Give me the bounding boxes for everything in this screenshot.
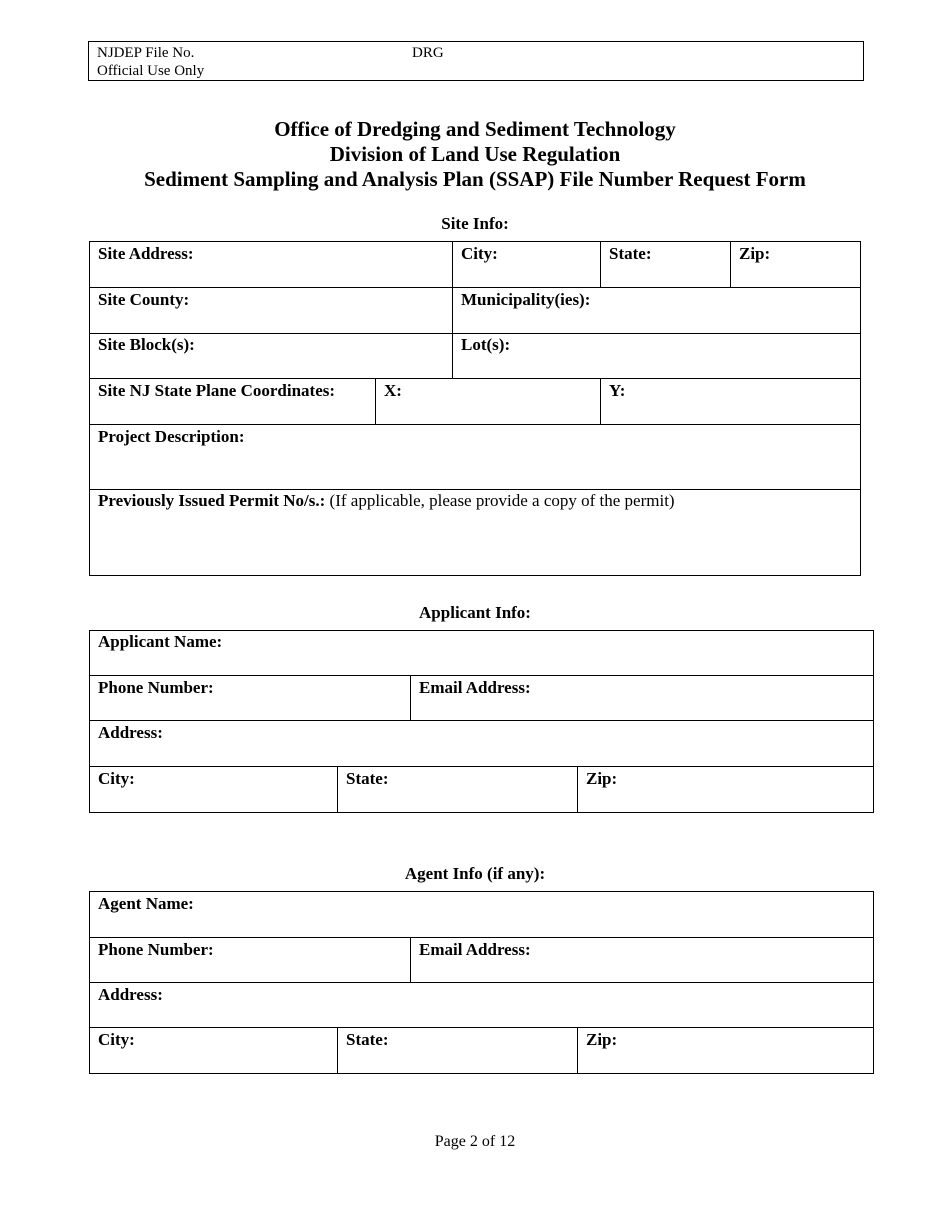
site-city-field[interactable]: City: — [461, 244, 498, 263]
site-zip-field[interactable]: Zip: — [739, 244, 771, 263]
applicant-address-field[interactable]: Address: — [98, 723, 163, 742]
x-coordinate-field[interactable]: X: — [384, 381, 402, 400]
applicant-phone-field[interactable]: Phone Number: — [98, 678, 214, 697]
applicant-info-heading: Applicant Info: — [419, 603, 531, 622]
division-title: Division of Land Use Regulation — [329, 142, 621, 166]
agent-address-field[interactable]: Address: — [98, 985, 163, 1004]
agent-zip-field[interactable]: Zip: — [586, 1030, 618, 1049]
agent-info-heading: Agent Info (if any): — [404, 864, 546, 883]
site-address-field[interactable]: Site Address: — [98, 244, 194, 263]
applicant-state-field[interactable]: State: — [346, 769, 389, 788]
permit-label: Previously Issued Permit No/s.: — [98, 491, 326, 510]
applicant-zip-field[interactable]: Zip: — [586, 769, 618, 788]
y-coordinate-field[interactable]: Y: — [609, 381, 626, 400]
drg-label: DRG — [412, 45, 444, 61]
lot-field[interactable]: Lot(s): — [461, 335, 511, 354]
site-block-field[interactable]: Site Block(s): — [98, 335, 195, 354]
permit-numbers-field[interactable] — [98, 491, 675, 511]
file-no-label: NJDEP File No. — [97, 45, 195, 61]
site-info-heading: Site Info: — [441, 214, 509, 233]
site-county-field[interactable]: Site County: — [98, 290, 190, 309]
coordinates-label: Site NJ State Plane Coordinates: — [98, 381, 336, 400]
official-use-box — [88, 41, 864, 81]
project-description-field[interactable]: Project Description: — [98, 427, 245, 446]
agent-name-field[interactable]: Agent Name: — [98, 894, 194, 913]
applicant-name-field[interactable]: Applicant Name: — [98, 632, 223, 651]
site-state-field[interactable]: State: — [609, 244, 652, 263]
official-use-label: Official Use Only — [97, 63, 205, 79]
office-title: Office of Dredging and Sediment Technology — [274, 117, 676, 141]
applicant-city-field[interactable]: City: — [98, 769, 135, 788]
municipality-field[interactable]: Municipality(ies): — [461, 290, 591, 309]
permit-note: (If applicable, please provide a copy of the permit) — [325, 491, 675, 510]
page-number: Page 2 of 12 — [434, 1133, 516, 1150]
agent-phone-field[interactable]: Phone Number: — [98, 940, 214, 959]
agent-state-field[interactable]: State: — [346, 1030, 389, 1049]
agent-email-field[interactable]: Email Address: — [419, 940, 531, 959]
agent-city-field[interactable]: City: — [98, 1030, 135, 1049]
applicant-email-field[interactable]: Email Address: — [419, 678, 531, 697]
form-title: Sediment Sampling and Analysis Plan (SSAP) File Number Request Form — [144, 167, 806, 191]
